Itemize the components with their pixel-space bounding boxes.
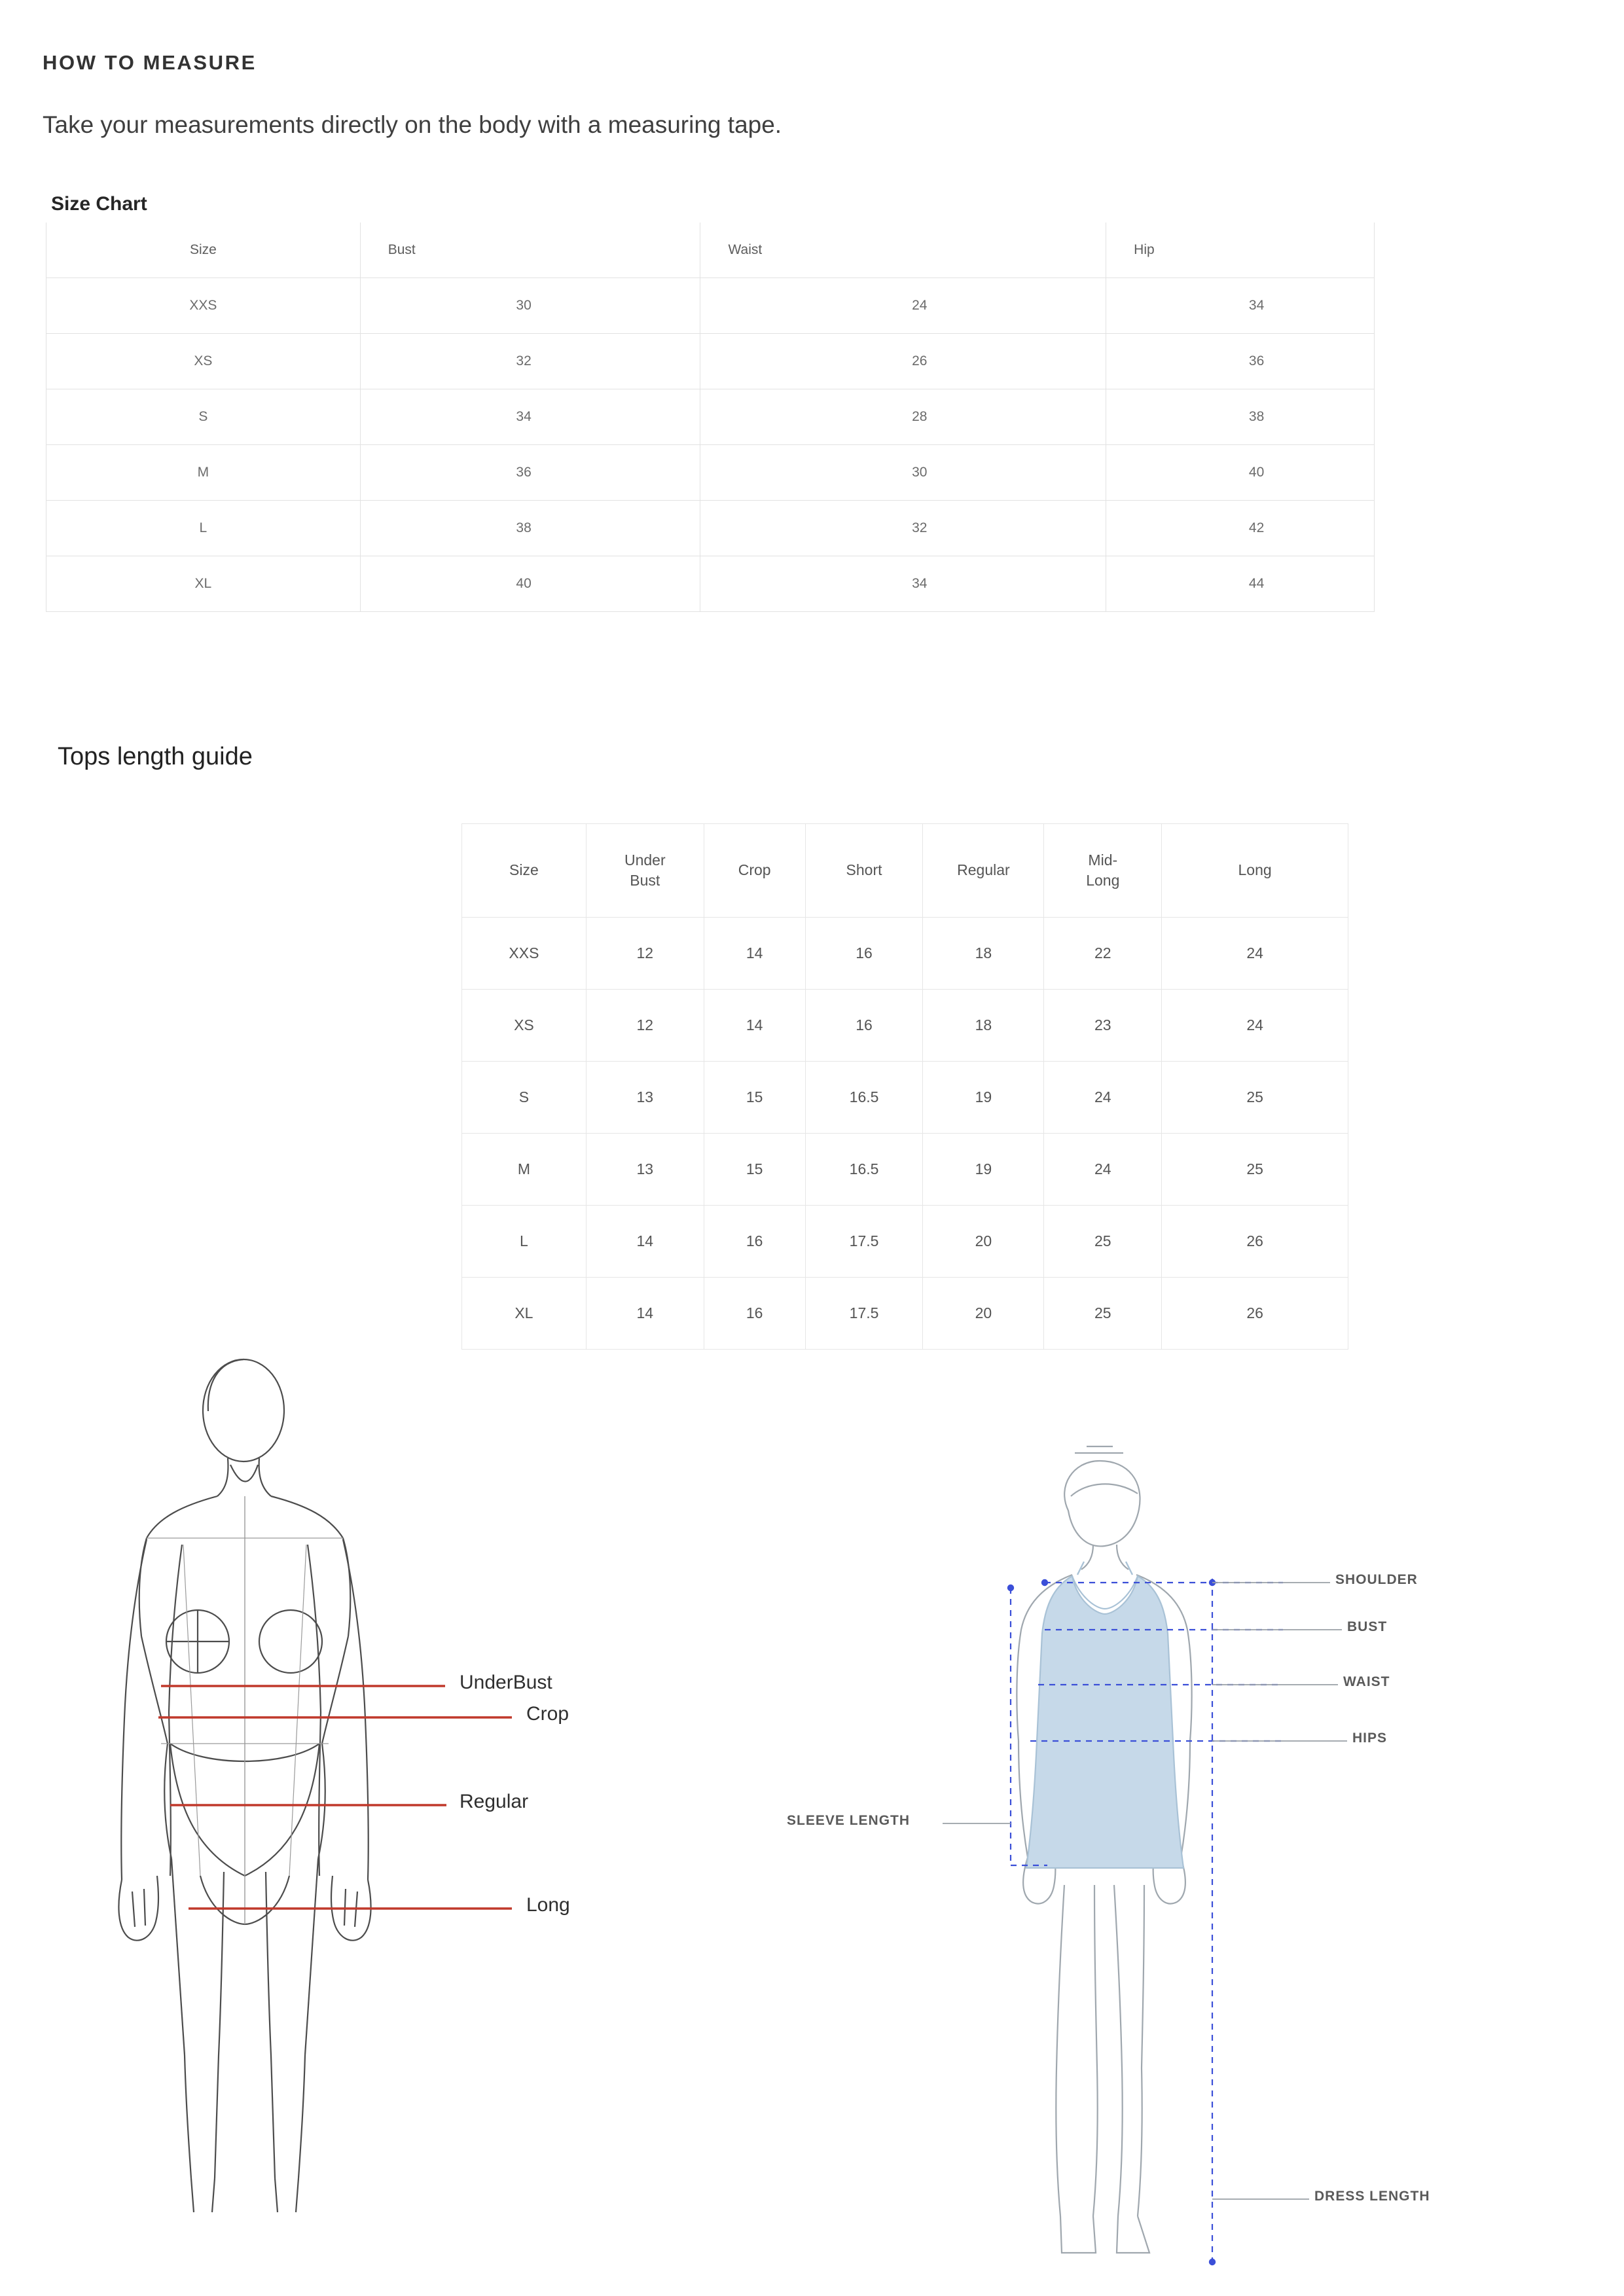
cell-regular: 18 bbox=[923, 918, 1044, 990]
cell-short: 16 bbox=[805, 918, 923, 990]
cell-size: XXS bbox=[462, 918, 586, 990]
column-header-size bbox=[462, 824, 586, 918]
cell-mid-long: 23 bbox=[1044, 990, 1162, 1062]
header-line: Long bbox=[1238, 861, 1272, 879]
cell-regular: 19 bbox=[923, 1062, 1044, 1134]
label-sleeve-length: SLEEVE LENGTH bbox=[787, 1813, 911, 1828]
cell-under-bust: 14 bbox=[586, 1206, 704, 1278]
dress-measurement-figure bbox=[681, 1433, 1486, 2284]
cell-long: 24 bbox=[1162, 918, 1348, 990]
cell-long: 24 bbox=[1162, 990, 1348, 1062]
cell-size: S bbox=[46, 389, 361, 445]
column-header-hip: Hip bbox=[1106, 223, 1375, 278]
cell-value: 40 bbox=[1248, 465, 1265, 480]
column-header-mid-long bbox=[1044, 824, 1162, 918]
cell-value: 38 bbox=[516, 520, 532, 535]
header-line: Regular bbox=[957, 861, 1010, 879]
tops-length-table bbox=[461, 823, 1348, 1350]
cell-short: 16.5 bbox=[805, 1062, 923, 1134]
size-chart-table bbox=[46, 223, 1375, 612]
cell-size: M bbox=[462, 1134, 586, 1206]
cell-mid-long: 24 bbox=[1044, 1134, 1162, 1206]
table-row bbox=[46, 278, 1375, 334]
cell-crop: 14 bbox=[704, 918, 805, 990]
cell-value: 42 bbox=[1248, 520, 1265, 535]
header-line: Crop bbox=[738, 861, 771, 879]
header-line: Bust bbox=[630, 872, 660, 889]
cell-value: 38 bbox=[1248, 409, 1265, 424]
cell-value: 28 bbox=[912, 409, 928, 424]
tops-length-figure bbox=[79, 1348, 733, 2225]
cell-hip bbox=[1106, 389, 1375, 445]
cell-regular: 20 bbox=[923, 1278, 1044, 1350]
cell-value: 30 bbox=[912, 465, 928, 480]
label-crop: Crop bbox=[526, 1703, 569, 1725]
cell-regular: 18 bbox=[923, 990, 1044, 1062]
cell-value: 34 bbox=[912, 576, 928, 591]
column-header-size: Size bbox=[46, 223, 361, 278]
cell-regular: 20 bbox=[923, 1206, 1044, 1278]
table-row bbox=[46, 389, 1375, 445]
cell-under-bust: 13 bbox=[586, 1062, 704, 1134]
cell-mid-long: 22 bbox=[1044, 918, 1162, 990]
cell-regular: 19 bbox=[923, 1134, 1044, 1206]
cell-crop: 15 bbox=[704, 1134, 805, 1206]
cell-under-bust: 12 bbox=[586, 918, 704, 990]
cell-bust bbox=[360, 556, 700, 612]
cell-size: XXS bbox=[46, 278, 361, 334]
cell-mid-long: 25 bbox=[1044, 1278, 1162, 1350]
cell-bust bbox=[360, 278, 700, 334]
cell-size: XS bbox=[462, 990, 586, 1062]
tops-table-body bbox=[462, 918, 1348, 1350]
table-row bbox=[462, 990, 1348, 1062]
cell-size: XS bbox=[46, 334, 361, 389]
label-dress-length: DRESS LENGTH bbox=[1314, 2189, 1430, 2204]
cell-long: 26 bbox=[1162, 1278, 1348, 1350]
cell-waist bbox=[700, 501, 1106, 556]
cell-value: 40 bbox=[516, 576, 532, 591]
cell-size: S bbox=[462, 1062, 586, 1134]
label-bust: BUST bbox=[1347, 1619, 1388, 1634]
cell-crop: 14 bbox=[704, 990, 805, 1062]
size-chart-head bbox=[46, 223, 1375, 278]
table-row bbox=[462, 1134, 1348, 1206]
cell-size: XL bbox=[46, 556, 361, 612]
column-header-regular bbox=[923, 824, 1044, 918]
cell-size: M bbox=[46, 445, 361, 501]
table-row bbox=[462, 1206, 1348, 1278]
cell-under-bust: 13 bbox=[586, 1134, 704, 1206]
cell-under-bust: 12 bbox=[586, 990, 704, 1062]
cell-size: L bbox=[46, 501, 361, 556]
cell-value: 36 bbox=[516, 465, 532, 480]
header-line: Short bbox=[846, 861, 882, 879]
header-line: Under bbox=[624, 851, 666, 869]
cell-waist bbox=[700, 445, 1106, 501]
column-header-under-bust bbox=[586, 824, 704, 918]
column-header-short bbox=[805, 824, 923, 918]
cell-mid-long: 25 bbox=[1044, 1206, 1162, 1278]
cell-long: 26 bbox=[1162, 1206, 1348, 1278]
cell-crop: 15 bbox=[704, 1062, 805, 1134]
measurement-lines bbox=[158, 1686, 512, 1909]
cell-hip bbox=[1106, 278, 1375, 334]
cell-hip bbox=[1106, 501, 1375, 556]
cell-crop: 16 bbox=[704, 1278, 805, 1350]
tops-length-guide-title: Tops length guide bbox=[58, 743, 253, 770]
cell-waist bbox=[700, 389, 1106, 445]
table-row bbox=[46, 334, 1375, 389]
dress-diagram-svg bbox=[681, 1433, 1486, 2284]
croquis-body bbox=[118, 1359, 370, 2212]
cell-waist bbox=[700, 556, 1106, 612]
label-shoulder: SHOULDER bbox=[1335, 1572, 1418, 1587]
table-row bbox=[462, 918, 1348, 990]
cell-value: 32 bbox=[516, 353, 532, 368]
cell-value: 34 bbox=[1248, 298, 1265, 313]
cell-value: 32 bbox=[912, 520, 928, 535]
cell-size: L bbox=[462, 1206, 586, 1278]
cell-under-bust: 14 bbox=[586, 1278, 704, 1350]
size-chart-title: Size Chart bbox=[51, 193, 147, 215]
label-long: Long bbox=[526, 1894, 570, 1916]
cell-hip bbox=[1106, 334, 1375, 389]
cell-value: 36 bbox=[1248, 353, 1265, 368]
size-chart-body bbox=[46, 278, 1375, 612]
table-row bbox=[46, 501, 1375, 556]
cell-value: 34 bbox=[516, 409, 532, 424]
cell-long: 25 bbox=[1162, 1134, 1348, 1206]
cell-bust bbox=[360, 501, 700, 556]
table-row bbox=[462, 1062, 1348, 1134]
table-row bbox=[46, 556, 1375, 612]
label-hips: HIPS bbox=[1352, 1731, 1388, 1746]
intro-text: Take your measurements directly on the body with a measuring tape. bbox=[43, 111, 782, 138]
cell-waist bbox=[700, 334, 1106, 389]
cell-value: 26 bbox=[912, 353, 928, 368]
label-regular: Regular bbox=[460, 1791, 529, 1812]
cell-crop: 16 bbox=[704, 1206, 805, 1278]
cell-short: 16.5 bbox=[805, 1134, 923, 1206]
label-underbust: UnderBust bbox=[460, 1672, 552, 1693]
table-header-row bbox=[462, 824, 1348, 918]
croquis-svg bbox=[79, 1348, 733, 2225]
cell-short: 16 bbox=[805, 990, 923, 1062]
dress-shape bbox=[1026, 1562, 1183, 1868]
column-header-waist: Waist bbox=[700, 223, 1106, 278]
cell-short: 17.5 bbox=[805, 1278, 923, 1350]
tops-table-head bbox=[462, 824, 1348, 918]
cell-waist bbox=[700, 278, 1106, 334]
table-header-row bbox=[46, 223, 1375, 278]
cell-value: 44 bbox=[1248, 576, 1265, 591]
label-waist: WAIST bbox=[1343, 1674, 1390, 1689]
header-line: Long bbox=[1086, 872, 1120, 889]
page-title: HOW TO MEASURE bbox=[43, 51, 257, 74]
cell-mid-long: 24 bbox=[1044, 1062, 1162, 1134]
table-row bbox=[46, 445, 1375, 501]
cell-value: 30 bbox=[516, 298, 532, 313]
table-row bbox=[462, 1278, 1348, 1350]
cell-bust bbox=[360, 334, 700, 389]
column-header-bust: Bust bbox=[360, 223, 700, 278]
cell-short: 17.5 bbox=[805, 1206, 923, 1278]
column-header-long bbox=[1162, 824, 1348, 918]
header-line: Mid- bbox=[1088, 851, 1118, 869]
header-line: Size bbox=[509, 861, 539, 879]
cell-long: 25 bbox=[1162, 1062, 1348, 1134]
column-header-crop bbox=[704, 824, 805, 918]
cell-hip bbox=[1106, 556, 1375, 612]
cell-hip bbox=[1106, 445, 1375, 501]
cell-bust bbox=[360, 445, 700, 501]
cell-size: XL bbox=[462, 1278, 586, 1350]
cell-bust bbox=[360, 389, 700, 445]
cell-value: 24 bbox=[912, 298, 928, 313]
